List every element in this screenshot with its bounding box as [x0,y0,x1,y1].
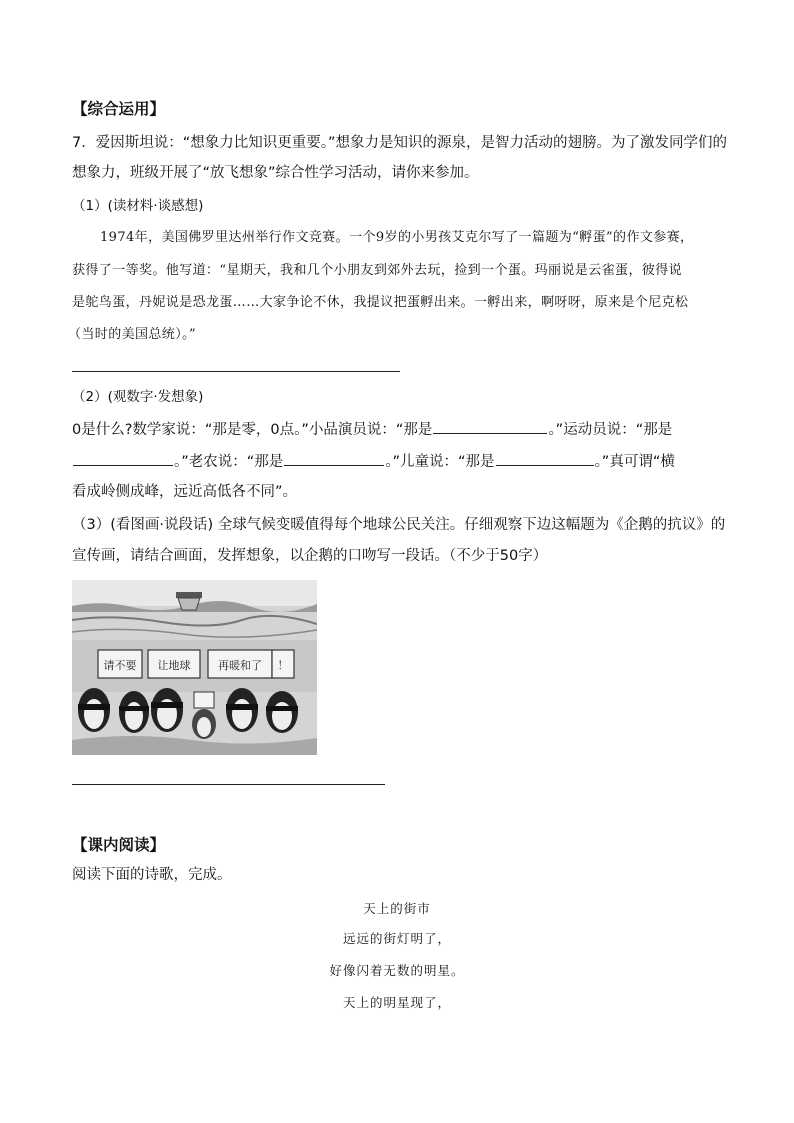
question-7-line-2: 想象力，班级开展了“放飞想象”综合性学习活动，请你来参加。 [72,165,479,181]
part-2-line-1-text-a: 0是什么?数学家说：“那是零，0点。”小品演员说：“那是 [72,422,433,438]
sign-1-text: 请不要 [103,660,137,672]
sign-3-text: 再暖和了 [218,660,262,672]
story-line-3: 是鸵鸟蛋，丹妮说是恐龙蛋……大家争论不休，我提议把蛋孵出来。一孵出来，啊呀呀，原来是个尼克松 [72,295,689,310]
blank-athlete-answer[interactable] [73,451,173,466]
question-7-line-1: 7．爱因斯坦说：“想象力比知识更重要。”想象力是知识的源泉，是智力活动的翅膀。为了激发同学们的 [72,135,727,151]
part-1-label: （1）(读材料·谈感想) [72,198,204,214]
part-2-line-1 [72,419,672,440]
answer-line-2[interactable] [72,784,385,785]
penguin-icon [78,688,110,732]
section-heading-reading: 【课内阅读】 [72,836,166,854]
reading-instruction: 阅读下面的诗歌，完成。 [72,867,232,883]
poem-line-1: 远远的街灯明了， [342,931,451,946]
sign-2-text: 让地球 [157,660,191,672]
sign-4-text: ！ [277,660,289,672]
story-line-2: 获得了一等奖。他写道：“星期天，我和几个小朋友到郊外去玩，捡到一个蛋。玛丽说是云雀蛋，彼得说 [72,263,683,278]
part-3-line-2: 宣传画，请结合画面，发挥想象，以企鹅的口吻写一段话。（不少于50字） [72,548,548,564]
penguin-icon [266,691,298,733]
story-line-1: 1974年，美国佛罗里达州举行作文竞赛。一个9岁的小男孩艾克尔写了一篇题为“孵蛋”的作文参赛， [100,230,694,245]
penguin-icon [226,688,258,732]
part-3-line-1: （3）(看图画·说段话) 全球气候变暖值得每个地球公民关注。仔细观察下边这幅题为《企鹅的抗议》的 [72,517,726,533]
blank-child-answer[interactable] [496,451,594,466]
penguin-icon [151,688,183,732]
part-2-line-2-text-b: 。”儿童说：“那是 [385,454,495,470]
part-2-line-1-text-b: 。”运动员说：“那是 [548,422,673,438]
part-2-line-2-text-c: 。”真可谓“横 [594,454,675,470]
poem-title: 天上的街市 [363,901,431,916]
poem-line-2: 好像闪着无数的明星。 [329,963,465,978]
blank-farmer-answer[interactable] [284,451,384,466]
small-penguin-with-sign [192,692,216,739]
part-2-line-3: 看成岭侧成峰，远近高低各不同”。 [72,484,298,500]
blank-comedian-answer[interactable] [433,419,547,434]
part-2-label: （2）(观数字·发想象) [72,389,204,405]
penguin-icon [119,691,149,733]
part-2-line-2-text-a: 。”老农说：“那是 [174,454,284,470]
answer-line-1[interactable] [72,371,400,372]
poem-line-3: 天上的明星现了， [342,995,451,1010]
story-line-4: （当时的美国总统）。” [68,327,197,342]
section-heading-comprehensive: 【综合运用】 [72,100,166,118]
penguin-protest-picture [72,580,317,755]
part-2-line-2 [72,451,675,472]
